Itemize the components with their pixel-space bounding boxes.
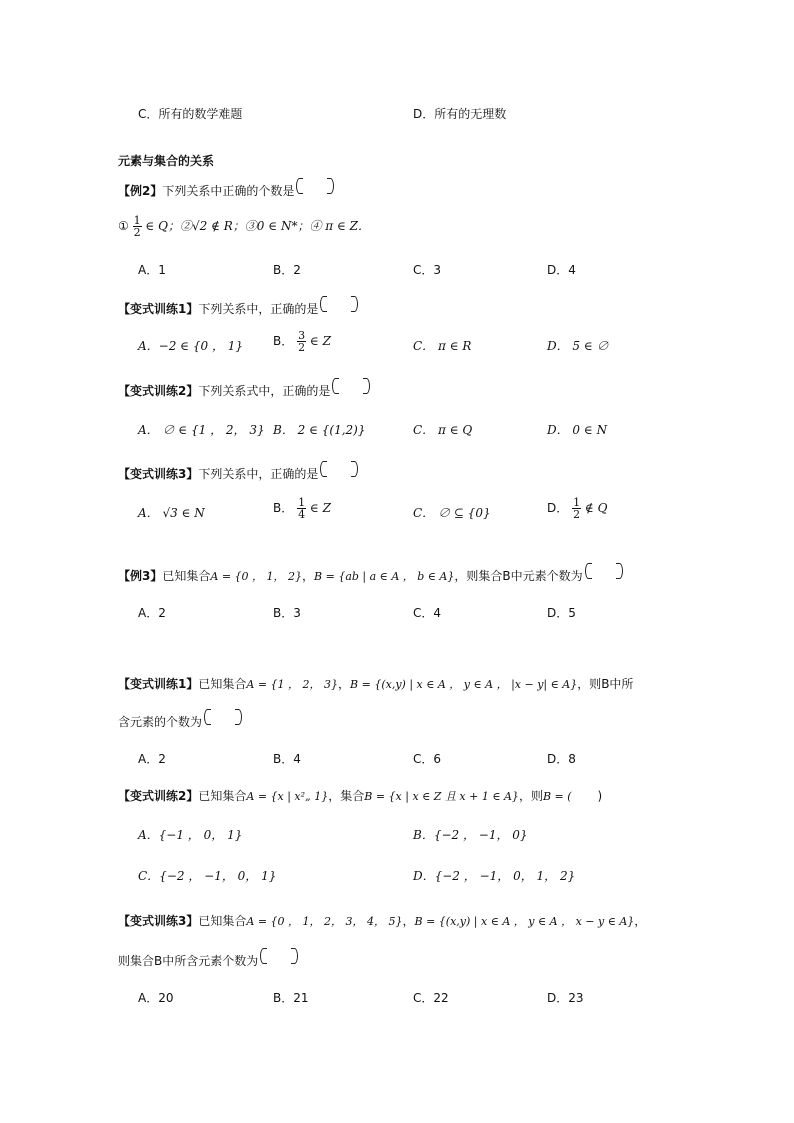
set-a: A = {x | x²„ 1} — [246, 790, 329, 803]
set-a: A = {0 ， 1， 2， 3， 4， 5} — [246, 915, 403, 928]
fraction-denominator: 2 — [133, 226, 141, 239]
fraction-numerator: 1 — [298, 496, 306, 509]
option-a: A．2 — [138, 606, 166, 620]
option-c: C． ∅ ⊆ {0} — [413, 506, 491, 520]
set-b: B = {ab | a ∈ A ， b ∈ A} — [314, 570, 455, 583]
variant-tag: 【变式训练3】 — [118, 467, 199, 481]
option-d: D．8 — [547, 752, 576, 766]
option-b: B．3 — [273, 606, 301, 620]
set-a: A = {0 ， 1， 2} — [210, 570, 303, 583]
option-expression: ∉ Q — [584, 501, 608, 515]
section-title: 元素与集合的关系 — [118, 154, 215, 168]
option-label: D． — [547, 501, 569, 515]
option-c: C． π ∈ R — [413, 339, 472, 353]
example-tag: 【例2】 — [118, 184, 163, 198]
example-3-stem — [118, 567, 623, 584]
fraction-numerator: 3 — [298, 329, 306, 342]
option-a: A． √3 ∈ N — [138, 506, 205, 520]
variant-tag: 【变式训练3】 — [118, 914, 199, 928]
option-a: A．20 — [138, 991, 174, 1005]
option-a: A．−2 ∈ {0 ， 1} — [138, 339, 244, 353]
option-b: B．2 — [273, 263, 301, 277]
option-d: D． 5 ∈ ∅ — [547, 339, 609, 353]
example-tag: 【例3】 — [118, 569, 163, 583]
set-b: B = {x | x ∈ Z 且 x + 1 ∈ A} — [364, 790, 519, 803]
question-text: 下列关系中正确的个数是 — [162, 184, 295, 198]
option-b: B．21 — [273, 991, 309, 1005]
option-b — [273, 330, 331, 353]
separator: ， — [338, 677, 351, 691]
option-a: A．1 — [138, 263, 166, 277]
answer-blank — [260, 952, 298, 966]
option-c: C．{−2 ， −1， 0， 1} — [138, 869, 277, 883]
option-d: D．5 — [547, 606, 576, 620]
question-text: ，则B中所 — [577, 677, 634, 691]
separator: ， — [402, 914, 415, 928]
option-expression: ∈ Z — [309, 334, 331, 348]
variant-1-stem — [118, 300, 358, 317]
fraction-denominator: 4 — [298, 508, 306, 521]
answer-blank — [585, 567, 623, 581]
variant-2b-stem — [118, 787, 602, 804]
question-text: ，则 — [518, 789, 543, 803]
fraction — [297, 497, 306, 520]
question-text: 已知集合 — [198, 914, 247, 928]
option-b — [273, 497, 331, 520]
item-2: √2 ∉ R；③0 ∈ N*；④ π ∈ Z． — [191, 219, 370, 233]
question-text: 下列关系式中，正确的是 — [198, 384, 331, 398]
example-2-stem — [118, 182, 334, 199]
variant-2-stem — [118, 382, 370, 399]
item-marker: ① — [118, 219, 129, 233]
option-d — [547, 497, 607, 520]
question-text: 含元素的个数为 — [118, 715, 203, 729]
set-b: B = {(x,y) | x ∈ A ， y ∈ A ， |x − y| ∈ A} — [350, 678, 578, 691]
answer-blank — [332, 382, 370, 396]
option-a: A．2 — [138, 752, 166, 766]
item-1: ∈ Q；② — [145, 219, 192, 233]
fraction — [572, 497, 581, 520]
option-c: C．22 — [413, 991, 449, 1005]
fraction-denominator: 2 — [298, 341, 306, 354]
option-d: D．4 — [547, 263, 576, 277]
option-a: A． ∅ ∈ {1 ， 2， 3} — [138, 423, 265, 437]
option-expression: ∈ Z — [309, 501, 331, 515]
question-text: 已知集合 — [162, 569, 211, 583]
fraction-numerator: 1 — [573, 496, 581, 509]
separator: ， — [634, 914, 647, 928]
option-c: C．6 — [413, 752, 442, 766]
option-d: D． 0 ∈ N — [547, 423, 608, 437]
variant-tag: 【变式训练2】 — [118, 789, 199, 803]
separator: ， — [302, 569, 315, 583]
option-b: B．4 — [273, 752, 301, 766]
variant-1b-stem-line2 — [118, 713, 242, 730]
variant-3-stem — [118, 465, 358, 482]
option-c: C．3 — [413, 263, 442, 277]
variant-3b-stem-line2 — [118, 952, 298, 969]
variant-tag: 【变式训练1】 — [118, 677, 199, 691]
set-b-answer: B = ( — [542, 790, 572, 803]
question-text: 已知集合 — [198, 789, 247, 803]
option-d: D．23 — [547, 991, 584, 1005]
question-text: 已知集合 — [198, 677, 247, 691]
variant-1b-stem — [118, 675, 633, 692]
option-label: B． — [273, 501, 294, 515]
fraction-denominator: 2 — [573, 508, 581, 521]
fraction — [297, 330, 306, 353]
variant-tag: 【变式训练1】 — [118, 302, 199, 316]
variant-tag: 【变式训练2】 — [118, 384, 199, 398]
answer-blank — [320, 300, 358, 314]
option-c: C． π ∈ Q — [413, 423, 473, 437]
answer-blank — [296, 182, 334, 196]
question-text: ，则集合B中元素个数为 — [454, 569, 583, 583]
variant-3b-stem — [118, 912, 646, 929]
question-text: 下列关系中，正确的是 — [198, 467, 319, 481]
question-text: 下列关系中，正确的是 — [198, 302, 319, 316]
option-c: C．4 — [413, 606, 442, 620]
option-d: D．所有的无理数 — [413, 107, 507, 121]
option-c: C．所有的数学难题 — [138, 107, 243, 121]
close-paren: ) — [597, 789, 603, 803]
option-label: B． — [273, 334, 294, 348]
option-a: A．{−1 ， 0， 1} — [138, 828, 243, 842]
set-a: A = {1 ， 2， 3} — [246, 678, 339, 691]
option-d: D．{−2 ， −1， 0， 1， 2} — [413, 869, 576, 883]
question-text: ，集合 — [328, 789, 365, 803]
option-b: B．{−2 ， −1， 0} — [413, 828, 528, 842]
example-2-items — [118, 215, 370, 238]
fraction — [133, 215, 142, 238]
answer-blank — [204, 713, 242, 727]
question-text: 则集合B中所含元素个数为 — [118, 954, 259, 968]
fraction-numerator: 1 — [133, 214, 141, 227]
set-b: B = {(x,y) | x ∈ A ， y ∈ A ， x − y ∈ A} — [414, 915, 635, 928]
option-b: B． 2 ∈ {(1,2)} — [273, 423, 366, 437]
answer-blank — [320, 465, 358, 479]
